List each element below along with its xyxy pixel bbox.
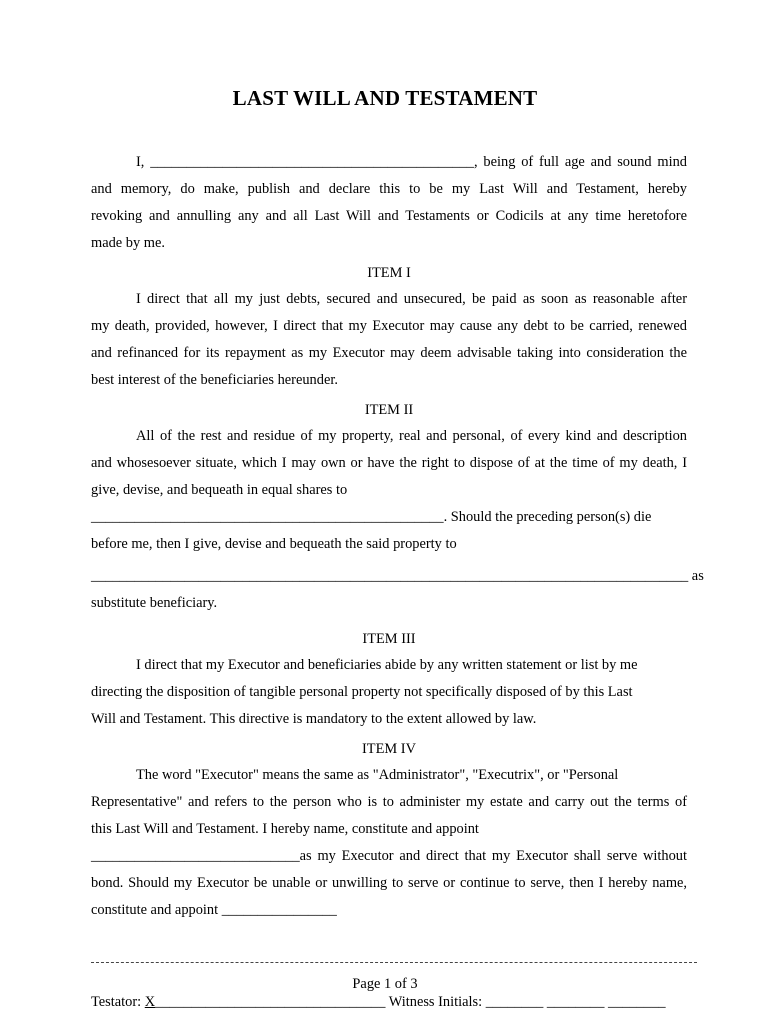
intro-line-1: I, _____________________________________________, being of full age and sound mind	[136, 154, 687, 170]
intro-line-3: revoking and annulling any and all Last Will and Testaments or Codicils at any time heretofore	[91, 208, 687, 224]
item-3-heading: ITEM III	[362, 631, 416, 647]
item-2-line-5: before me, then I give, devise and bequeath the said property to	[91, 536, 457, 552]
item-4-line-2: Representative" and refers to the person who is to administer my estate and carry out the terms of	[91, 794, 687, 810]
item-4-line-6: constitute and appoint ________________	[91, 902, 337, 918]
page-number: Page 1 of 3	[352, 976, 418, 992]
item-3-line-3: Will and Testament. This directive is mandatory to the extent allowed by law.	[91, 711, 537, 727]
item-4-line-1: The word "Executor" means the same as "Administrator", "Executrix", or "Personal	[136, 767, 619, 783]
item-4-line-5: bond. Should my Executor be unable or unwilling to serve or continue to serve, then I hereby name,	[91, 875, 687, 891]
item-4-heading: ITEM IV	[362, 741, 416, 757]
intro-line-2: and memory, do make, publish and declare this to be my Last Will and Testament, hereby	[91, 181, 687, 197]
item-1-line-2: my death, provided, however, I direct that my Executor may cause any debt to be carried, renewed	[91, 318, 687, 334]
item-2-line-7: substitute beneficiary.	[91, 595, 218, 611]
item-1-heading: ITEM I	[367, 265, 411, 281]
witness-initials-blanks: ________ ________ ________	[485, 994, 666, 1010]
item-4-line-3: this Last Will and Testament. I hereby name, constitute and appoint	[91, 821, 479, 837]
item-3-line-2: directing the disposition of tangible personal property not specifically disposed of by this Last	[91, 684, 633, 700]
footer-signature-line	[91, 994, 711, 1011]
witness-label: Witness Initials:	[385, 994, 486, 1010]
item-2-line-2: and whosesoever situate, which I may own or have the right to dispose of at the time of my death, I	[91, 455, 687, 471]
document-title: LAST WILL AND TESTAMENT	[232, 86, 538, 110]
footer-divider	[91, 962, 697, 963]
testator-label: Testator:	[91, 994, 145, 1010]
testator-signature-blank: ________________________________	[155, 994, 386, 1010]
item-1-line-4: best interest of the beneficiaries hereunder.	[91, 372, 338, 388]
item-3-line-1: I direct that my Executor and beneficiaries abide by any written statement or list by me	[136, 657, 638, 673]
item-2-line-4: _________________________________________________. Should the preceding person(s) die	[91, 509, 652, 525]
testator-mark: X	[144, 994, 156, 1010]
item-4-line-4: _____________________________as my Executor and direct that my Executor shall serve without	[91, 848, 687, 864]
item-1-line-1: I direct that all my just debts, secured and unsecured, be paid as soon as reasonable after	[136, 291, 687, 307]
item-2-line-6: ___________________________________________________________________________________ as	[91, 568, 704, 584]
intro-line-4: made by me.	[91, 235, 165, 251]
item-1-line-3: and refinanced for its repayment as my Executor may deem advisable taking into consideration the	[91, 345, 687, 361]
item-2-heading: ITEM II	[364, 402, 414, 418]
item-2-line-1: All of the rest and residue of my property, real and personal, of every kind and description	[136, 428, 687, 444]
item-2-line-3: give, devise, and bequeath in equal shares to	[91, 482, 348, 498]
